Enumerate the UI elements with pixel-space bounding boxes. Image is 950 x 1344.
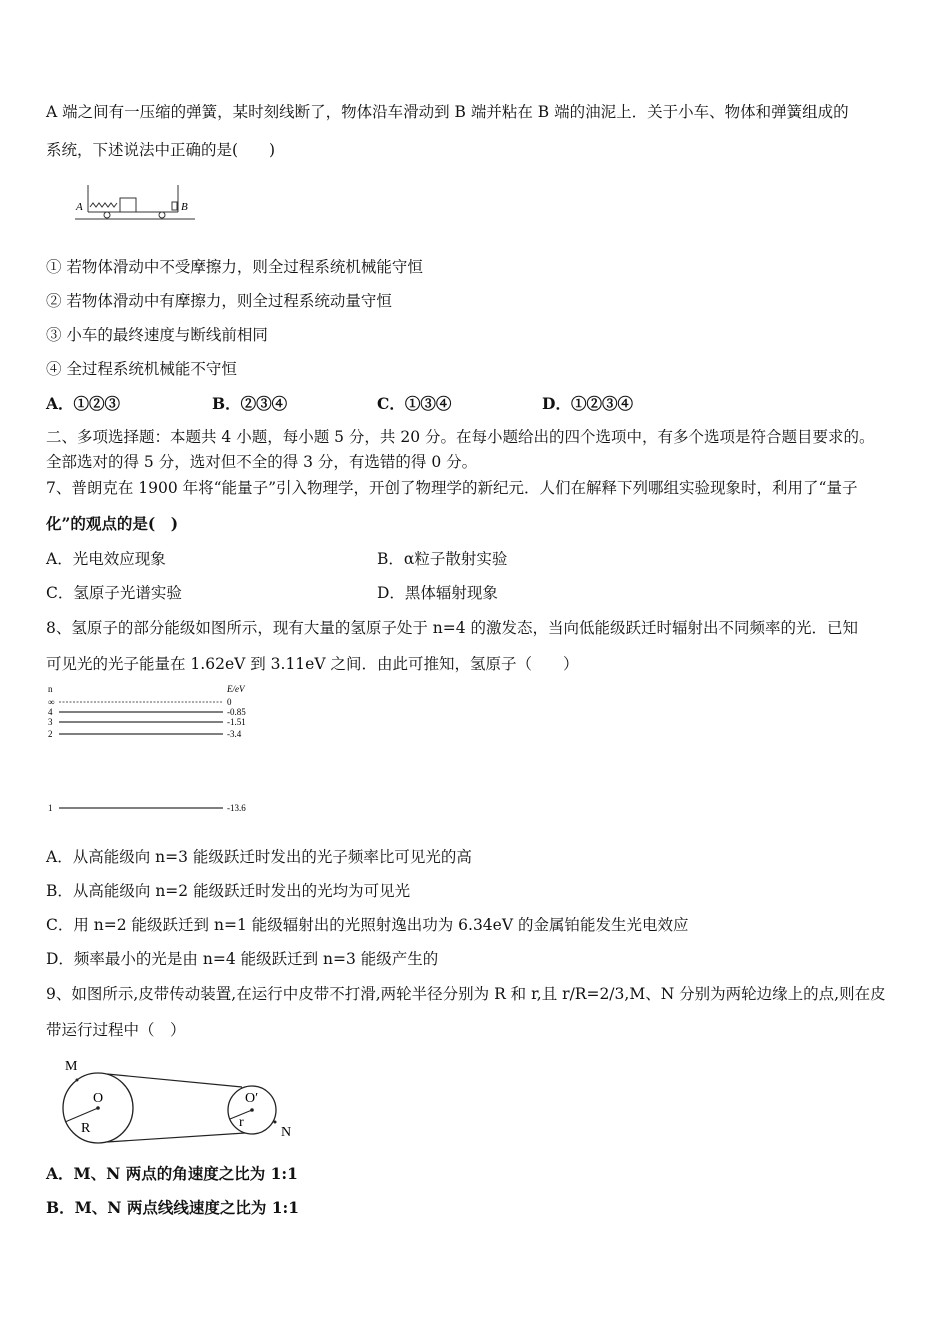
level-n: 4 — [48, 707, 53, 717]
q9-option-b: B．M、N 两点线线速度之比为 1:1 — [46, 1198, 300, 1217]
q7-option-d: D．黑体辐射现象 — [377, 584, 498, 602]
label-small-r: r — [239, 1115, 244, 1130]
q7-option-c: C．氢原子光谱实验 — [46, 584, 182, 602]
level-energy: -13.6 — [227, 803, 246, 813]
q9-text-line1: 9、如图所示,皮带传动装置,在运行中皮带不打滑,两轮半径分别为 R 和 r,且 r/R=2/3,M、N 分别为两轮边缘上的点,则在皮 — [46, 985, 886, 1003]
q6-option-d: D．①②③④ — [542, 394, 633, 413]
q6-text-line2: 系统，下述说法中正确的是( ) — [46, 141, 276, 159]
q6-text-line1: A 端之间有一压缩的弹簧，某时刻线断了，物体沿车滑动到 B 端并粘在 B 端的油泥上．关于小车、物体和弹簧组成的 — [46, 103, 849, 121]
q8-option-a: A．从高能级向 n=3 能级跃迁时发出的光子频率比可见光的高 — [46, 848, 472, 866]
level-n: 3 — [48, 717, 53, 727]
q6-option-c: C．①③④ — [377, 394, 452, 413]
belt-drive-figure — [55, 1052, 305, 1152]
q7-option-b: B．α粒子散射实验 — [377, 550, 508, 568]
level-energy: -1.51 — [227, 717, 246, 727]
q6-option-b: B．②③④ — [212, 394, 288, 413]
level-n: 2 — [48, 729, 53, 739]
label-o-prime: O′ — [245, 1091, 259, 1106]
q8-option-c: C．用 n=2 能级跃迁到 n=1 能级辐射出的光照射逸出功为 6.34eV 的金属铂能发生光电效应 — [46, 916, 689, 934]
q7-option-a: A．光电效应现象 — [46, 550, 166, 568]
cart-spring-figure — [70, 180, 200, 230]
q9-option-a: A．M、N 两点的角速度之比为 1:1 — [46, 1164, 298, 1183]
q8-text-line2: 可见光的光子能量在 1.62eV 到 3.11eV 之间．由此可推知，氢原子（ ） — [46, 655, 579, 673]
q7-text-line1: 7、普朗克在 1900 年将“能量子”引入物理学，开创了物理学的新纪元．人们在解释下列哪组实验现象时，利用了“量子 — [46, 479, 858, 497]
belt-bottom — [107, 1133, 245, 1142]
energy-axis-label: E/eV — [227, 684, 245, 694]
level-energy: -0.85 — [227, 707, 246, 717]
q8-option-b: B．从高能级向 n=2 能级跃迁时发出的光均为可见光 — [46, 882, 411, 900]
q6-statement: ① 若物体滑动中不受摩擦力，则全过程系统机械能守恒 — [46, 258, 423, 276]
q6-statement: ④ 全过程系统机械能不守恒 — [46, 360, 237, 378]
n-axis-label: n — [48, 684, 53, 694]
belt-top — [107, 1074, 242, 1087]
label-o: O — [93, 1091, 104, 1106]
q8-option-d: D．频率最小的光是由 n=4 能级跃迁到 n=3 能级产生的 — [46, 950, 439, 968]
q6-option-a: A．①②③ — [46, 394, 121, 413]
energy-level-diagram — [45, 684, 275, 818]
label-b: B — [181, 201, 188, 213]
level-energy: 0 — [227, 697, 232, 707]
section-heading-line1: 二、多项选择题：本题共 4 小题，每小题 5 分，共 20 分。在每小题给出的四个选项中，有多个选项是符合题目要求的。 — [46, 428, 875, 446]
q7-text-line2: 化”的观点的是( ) — [46, 514, 179, 533]
level-n: 1 — [48, 803, 53, 813]
level-energy: -3.4 — [227, 729, 242, 739]
q6-statement: ③ 小车的最终速度与断线前相同 — [46, 326, 268, 344]
label-n: N — [281, 1125, 292, 1140]
label-a: A — [76, 201, 83, 213]
section-heading-line2: 全部选对的得 5 分，选对但不全的得 3 分，有选错的得 0 分。 — [46, 453, 478, 471]
q9-text-line2: 带运行过程中（ ） — [46, 1021, 186, 1039]
level-n: ∞ — [48, 697, 55, 707]
q8-text-line1: 8、氢原子的部分能级如图所示，现有大量的氢原子处于 n=4 的激发态，当向低能级跃迁时辐射出不同频率的光．已知 — [46, 619, 859, 637]
label-m: M — [65, 1059, 78, 1074]
q6-statement: ② 若物体滑动中有摩擦力，则全过程系统动量守恒 — [46, 292, 392, 310]
label-big-r: R — [81, 1121, 91, 1136]
